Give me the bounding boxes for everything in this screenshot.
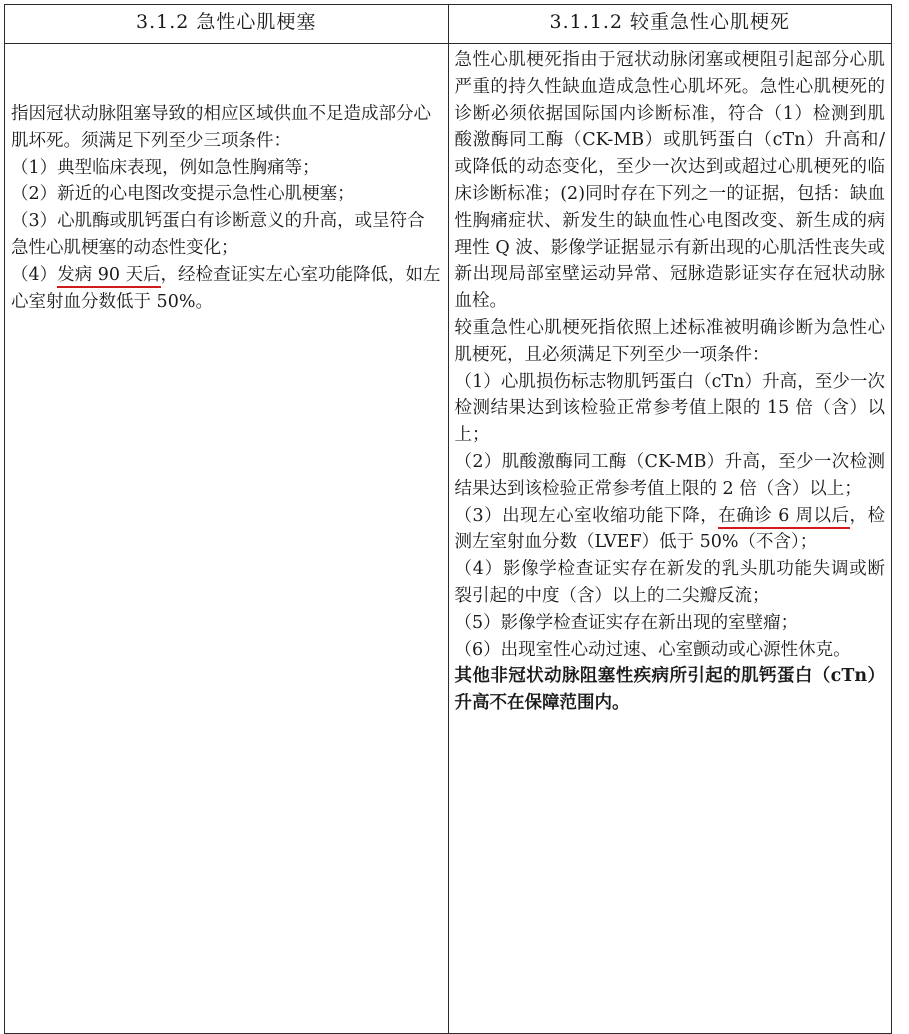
right-condition-1: （1）心肌损伤标志物肌钙蛋白（cTn）升高，至少一次检测结果达到该检验正常参考值上限的 15 倍（含）以上； xyxy=(454,371,885,446)
left-definition-cell xyxy=(5,44,449,1034)
left-condition-4-prefix: （4） xyxy=(11,264,58,285)
right-condition-3-prefix: （3）出现左心室收缩功能下降， xyxy=(454,505,719,526)
left-intro-text: 指因冠状动脉阻塞导致的相应区域供血不足造成部分心肌坏死。须满足下列至少三项条件： xyxy=(11,104,431,151)
left-condition-2: （2）新近的心电图改变提示急性心肌梗塞； xyxy=(11,184,355,205)
left-condition-4-suffix: ，经检查证实左心室功能降低，如左心室射血分数低于 50%。 xyxy=(11,264,441,312)
right-definition-cell xyxy=(448,44,892,1034)
left-condition-4-highlight: 发病 90 天后 xyxy=(57,265,160,288)
right-exclusion-note: 其他非冠状动脉阻塞性疾病所引起的肌钙蛋白（cTn）升高不在保障范围内。 xyxy=(454,666,885,714)
left-definition-body xyxy=(11,47,442,315)
right-column-header: 3.1.1.2 较重急性心肌梗死 xyxy=(448,5,892,44)
right-condition-3-highlight: 在确诊 6 周以后 xyxy=(718,506,849,529)
right-condition-5: （5）影像学检查证实存在新出现的室壁瘤； xyxy=(454,612,799,633)
left-column-header: 3.1.2 急性心肌梗塞 xyxy=(5,5,449,44)
right-definition-paragraph: 急性心肌梗死指由于冠状动脉闭塞或梗阻引起部分心肌严重的持久性缺血造成急性心肌坏死。急性心肌梗死的诊断必须依据国际国内诊断标准，符合（1）检测到肌酸激酶同工酶（CK-MB）或肌钙蛋白（cTn）升高和/或降低的动态变化，至少一次达到或超过心肌梗死的临床诊断标准；(2)同时存在下列之一的证据，包括：缺血性胸痛症状、新发生的缺血性心电图改变、新生成的病理性 Q 波、影像学证据显示有新出现的心肌活性丧失或新出现局部室壁运动异常、冠脉造影证实存在冠状动脉血栓。 xyxy=(454,50,885,312)
left-condition-4 xyxy=(11,262,442,316)
header-row xyxy=(5,5,892,44)
right-severity-paragraph: 较重急性心肌梗死指依照上述标准被明确诊断为急性心肌梗死，且必须满足下列至少一项条件： xyxy=(454,317,885,365)
comparison-table xyxy=(4,4,892,1034)
right-condition-6: （6）出现室性心动过速、心室颤动或心源性休克。 xyxy=(454,639,851,660)
right-condition-3 xyxy=(455,503,886,557)
right-condition-3-suffix: ，检测左室射血分数（LVEF）低于 50%（不含）； xyxy=(454,505,886,553)
left-condition-3: （3）心肌酶或肌钙蛋白有诊断意义的升高，或呈符合急性心肌梗塞的动态性变化； xyxy=(11,211,425,258)
content-row xyxy=(5,44,892,1034)
right-condition-4: （4）影像学检查证实存在新发的乳头肌功能失调或断裂引起的中度（含）以上的二尖瓣反流； xyxy=(454,559,885,606)
left-condition-1: （1）典型临床表现，例如急性胸痛等； xyxy=(11,157,320,178)
right-condition-2: （2）肌酸激酶同工酶（CK-MB）升高，至少一次检测结果达到该检验正常参考值上限的 2 倍（含）以上； xyxy=(454,451,885,499)
